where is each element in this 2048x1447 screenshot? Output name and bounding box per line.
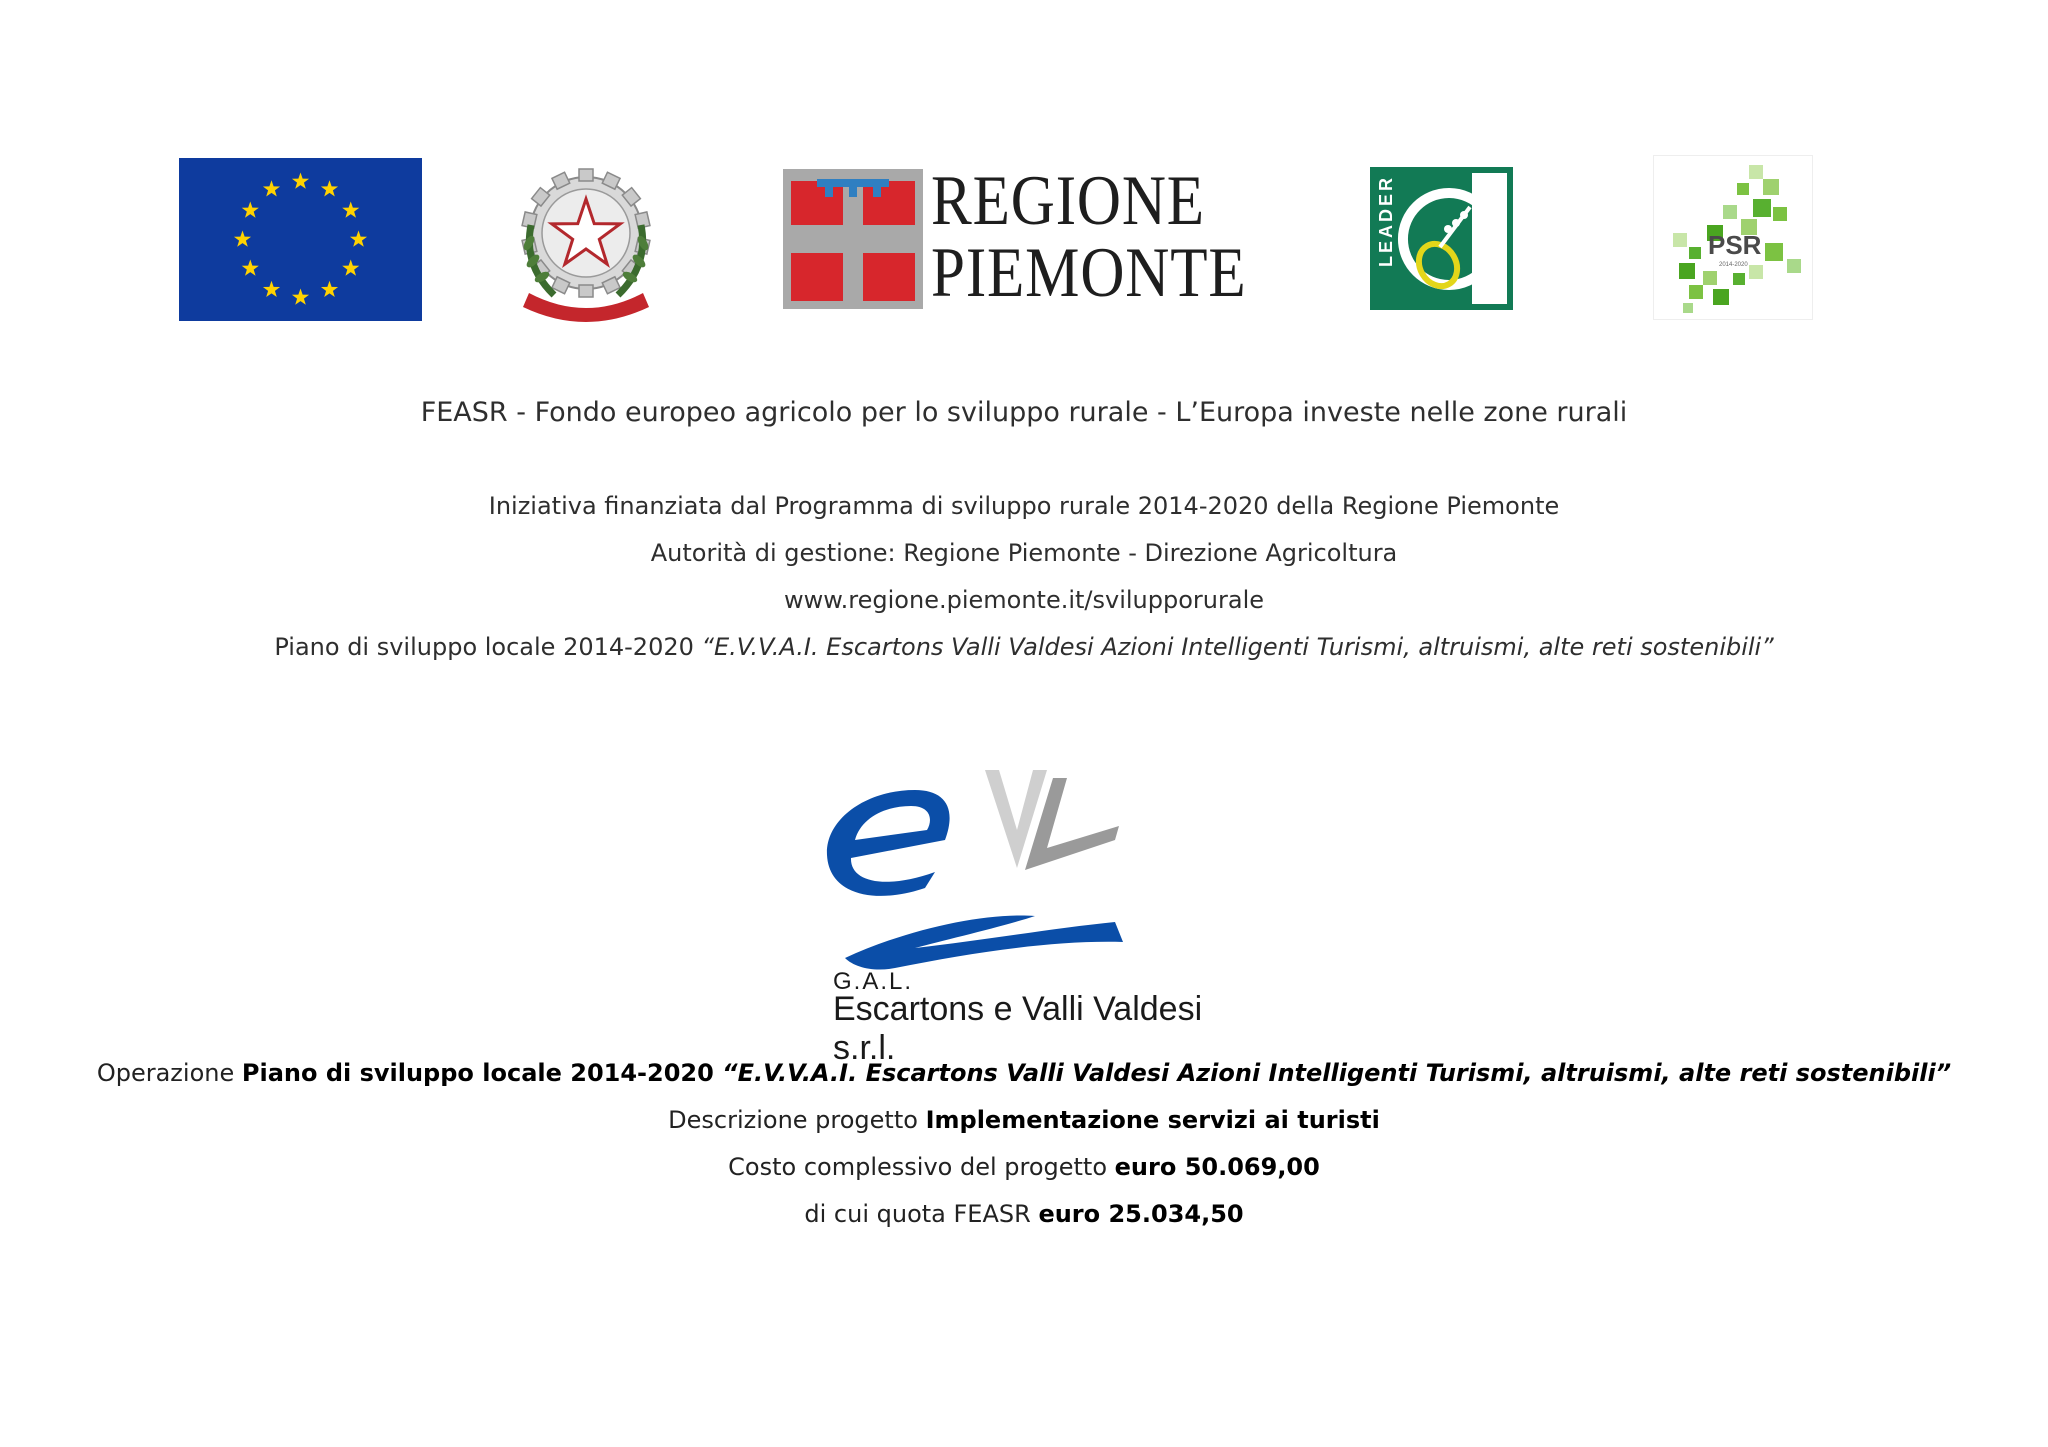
gal-logo <box>785 690 1255 1067</box>
piemonte-shield-icon <box>783 169 923 309</box>
eu-flag-icon <box>179 158 422 321</box>
psr-tile <box>1753 199 1771 217</box>
psr-tile <box>1683 303 1693 313</box>
cog-tooth <box>579 169 593 181</box>
evv-mark-icon <box>785 690 1255 970</box>
total-cost-value: euro 50.069,00 <box>1114 1153 1320 1181</box>
website-link[interactable]: www.regione.piemonte.it/svilupporurale <box>783 586 1264 614</box>
operation-label: Operazione <box>96 1059 242 1087</box>
psr-tile <box>1689 285 1703 299</box>
operation-plan: Piano di sviluppo locale 2014-2020 <box>241 1059 723 1087</box>
operation-title: “E.V.V.A.I. Escartons Valli Valdesi Azioni Intelligenti Turismi, altruismi, alte reti sostenibili” <box>722 1059 1952 1087</box>
authority-line: Autorità di gestione: Regione Piemonte - Direzione Agricoltura <box>650 539 1398 567</box>
plan-line <box>0 633 2048 661</box>
psr-tile <box>1749 165 1763 179</box>
description-line <box>0 1106 2048 1134</box>
regione-piemonte-wordmark <box>931 162 1247 312</box>
feasr-share-line <box>0 1200 2048 1228</box>
operation-line <box>0 1059 2048 1087</box>
repubblica-italiana-emblem <box>509 155 664 323</box>
psr-tile <box>1713 289 1729 305</box>
psr-tile <box>1673 233 1687 247</box>
psr-logo <box>1653 155 1813 320</box>
gal-abbr: G.A.L. <box>833 968 914 995</box>
psr-tile <box>1703 271 1717 285</box>
plan-title: “E.V.V.A.I. Escartons Valli Valdesi Azioni Intelligenti Turismi, altruismi, alte reti sostenibili” <box>701 633 1774 661</box>
leader-logo <box>1370 167 1513 310</box>
plan-prefix: Piano di sviluppo locale 2014-2020 <box>274 633 702 661</box>
description-label: Descrizione progetto <box>668 1106 926 1134</box>
feasr-line: FEASR - Fondo europeo agricolo per lo sviluppo rurale - L’Europa investe nelle zone rurali <box>420 397 1628 428</box>
regione-line-1: REGIONE <box>931 162 1205 240</box>
regione-line-2: PIEMONTE <box>931 234 1247 312</box>
total-cost-label: Costo complessivo del progetto <box>728 1153 1115 1181</box>
regione-piemonte-logo <box>783 162 1253 313</box>
psr-tile <box>1723 205 1737 219</box>
logo-row <box>0 0 2048 330</box>
feasr-share-value: euro 25.034,50 <box>1038 1200 1244 1228</box>
description-value: Implementazione servizi ai turisti <box>925 1106 1380 1134</box>
psr-tile <box>1763 179 1779 195</box>
psr-tile <box>1733 273 1745 285</box>
psr-tile <box>1773 207 1787 221</box>
psr-sub: 2014-2020 <box>1719 262 1748 268</box>
psr-tile <box>1737 183 1749 195</box>
psr-tile <box>1765 243 1783 261</box>
psr-tile <box>1679 263 1695 279</box>
gal-name: Escartons e Valli Valdesi s.r.l. <box>833 990 1203 1067</box>
psr-text: PSR <box>1708 230 1762 260</box>
psr-tile <box>1689 247 1701 259</box>
psr-tile <box>1749 265 1763 279</box>
psr-tile <box>1787 259 1801 273</box>
feasr-share-label: di cui quota FEASR <box>804 1200 1039 1228</box>
total-cost-line <box>0 1153 2048 1181</box>
funding-line: Iniziativa finanziata dal Programma di sviluppo rurale 2014-2020 della Regione Piemonte <box>488 492 1560 520</box>
cog-tooth <box>579 285 593 297</box>
leader-text: LEADER <box>1376 174 1396 267</box>
